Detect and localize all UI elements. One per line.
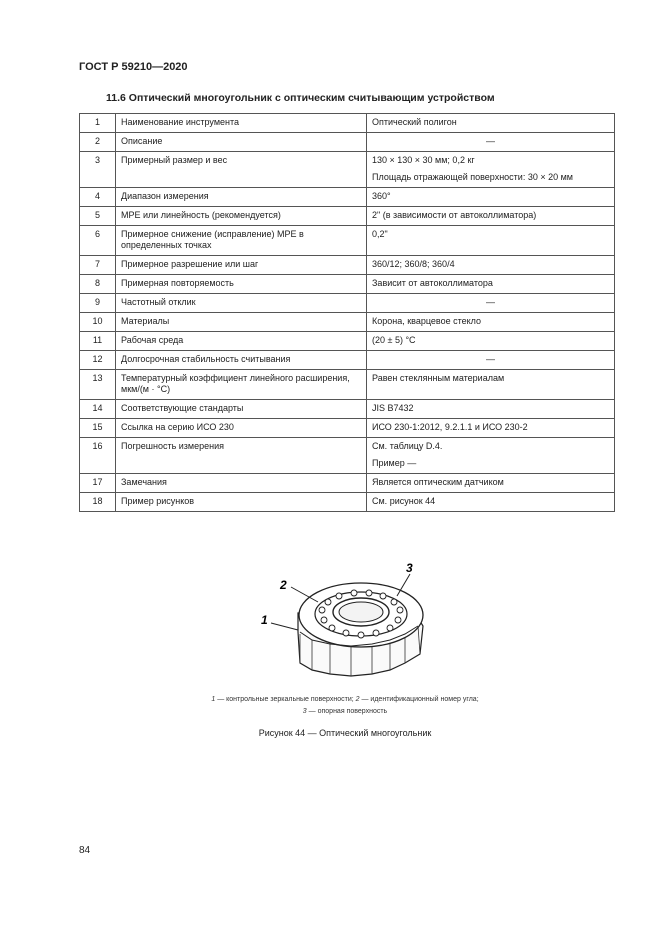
row-value (367, 474, 615, 493)
row-value-text: 130 × 130 × 30 мм; 0,2 кг (372, 155, 475, 165)
table-row (80, 133, 615, 152)
row-parameter: Замечания (116, 474, 367, 493)
row-number: 4 (80, 188, 116, 207)
row-value-text: 0,2" (372, 229, 388, 239)
row-value (367, 133, 615, 152)
callout-2: 2 (280, 578, 287, 592)
row-value-text: 360° (372, 191, 391, 201)
legend-num-1: 1 (211, 696, 216, 703)
row-value-text: Корона, кварцевое стекло (372, 316, 482, 326)
legend-text-1: — контрольные зеркальные поверхности; (215, 696, 356, 703)
row-parameter: Описание (116, 133, 367, 152)
row-number: 17 (80, 474, 116, 493)
row-value (367, 256, 615, 275)
row-value-text: JIS B7432 (372, 403, 414, 413)
row-value-text: Равен стеклянным материалам (372, 373, 505, 383)
table-row (80, 152, 615, 188)
row-value (367, 400, 615, 419)
table-row (80, 474, 615, 493)
row-number: 10 (80, 313, 116, 332)
table-row (80, 256, 615, 275)
row-number: 13 (80, 370, 116, 400)
row-value-text: Является оптическим датчиком (372, 477, 504, 487)
row-parameter: Примерная повторяемость (116, 275, 367, 294)
bore (339, 602, 383, 622)
row-value (367, 226, 615, 256)
row-value-text: См. таблицу D.4. (372, 441, 443, 451)
row-value-text: 360/12; 360/8; 360/4 (372, 259, 455, 269)
row-parameter: Частотный отклик (116, 294, 367, 313)
row-number: 14 (80, 400, 116, 419)
row-number: 3 (80, 152, 116, 188)
row-parameter: Материалы (116, 313, 367, 332)
table-row (80, 114, 615, 133)
figure-caption: Рисунок 44 — Оптический многоугольник (258, 728, 432, 738)
row-parameter: MPE или линейность (рекомендуется) (116, 207, 367, 226)
row-parameter: Примерное снижение (исправление) MPE в определенных точках (116, 226, 367, 256)
row-value (367, 351, 615, 370)
row-number: 12 (80, 351, 116, 370)
row-value (367, 313, 615, 332)
row-value-text: См. рисунок 44 (372, 496, 436, 506)
polygon-figure (255, 560, 430, 690)
row-number: 18 (80, 493, 116, 512)
row-number: 9 (80, 294, 116, 313)
row-value (367, 438, 615, 474)
row-parameter: Диапазон измерения (116, 188, 367, 207)
table-row (80, 400, 615, 419)
table-row (80, 313, 615, 332)
legend-text-3: — опорная поверхность (306, 708, 388, 715)
row-value-text: — (486, 297, 495, 307)
legend-num-3: 3 (302, 708, 307, 715)
row-parameter: Примерное разрешение или шаг (116, 256, 367, 275)
legend-num-2: 2 (355, 696, 360, 703)
row-value (367, 370, 615, 400)
page-number: 84 (79, 845, 91, 856)
row-value (367, 493, 615, 512)
row-value-text: Оптический полигон (372, 117, 457, 127)
spec-table (79, 113, 615, 512)
row-number: 6 (80, 226, 116, 256)
table-row (80, 332, 615, 351)
row-value (367, 294, 615, 313)
document-code: ГОСТ Р 59210—2020 (79, 61, 188, 73)
row-number: 5 (80, 207, 116, 226)
row-parameter: Примерный размер и вес (116, 152, 367, 188)
callout-1: 1 (261, 613, 268, 627)
row-number: 1 (80, 114, 116, 133)
row-value (367, 152, 615, 188)
row-parameter: Рабочая среда (116, 332, 367, 351)
row-value-extra: Площадь отражающей поверхности: 30 × 20 мм (372, 172, 573, 182)
row-value-text: (20 ± 5) °С (372, 335, 416, 345)
row-number: 16 (80, 438, 116, 474)
callout-3: 3 (406, 561, 413, 575)
figure-legend (150, 694, 540, 718)
row-parameter: Пример рисунков (116, 493, 367, 512)
table-row (80, 370, 615, 400)
row-parameter: Погрешность измерения (116, 438, 367, 474)
row-number: 7 (80, 256, 116, 275)
table-row (80, 438, 615, 474)
table-row (80, 351, 615, 370)
row-number: 8 (80, 275, 116, 294)
row-value-text: 2" (в зависимости от автоколлиматора) (372, 210, 537, 220)
row-value (367, 207, 615, 226)
table-row (80, 207, 615, 226)
row-value (367, 188, 615, 207)
row-number: 15 (80, 419, 116, 438)
table-row (80, 226, 615, 256)
table-row (80, 493, 615, 512)
row-value (367, 419, 615, 438)
table-row (80, 419, 615, 438)
row-parameter: Ссылка на серию ИСО 230 (116, 419, 367, 438)
row-value (367, 275, 615, 294)
row-parameter: Температурный коэффициент линейного расширения, мкм/(м · °С) (116, 370, 367, 400)
row-number: 2 (80, 133, 116, 152)
row-parameter: Соответствующие стандарты (116, 400, 367, 419)
row-value-text: — (486, 136, 495, 146)
table-row (80, 275, 615, 294)
row-value (367, 332, 615, 351)
row-value-text: — (486, 354, 495, 364)
table-row (80, 294, 615, 313)
legend-text-2: — идентификационный номер угла; (359, 696, 479, 703)
row-value (367, 114, 615, 133)
row-parameter: Наименование инструмента (116, 114, 367, 133)
row-value-extra: Пример — (372, 458, 417, 468)
section-title: 11.6 Оптический многоугольник с оптическим считывающим устройством (106, 92, 495, 104)
table-row (80, 188, 615, 207)
row-parameter: Долгосрочная стабильность считывания (116, 351, 367, 370)
row-value-text: Зависит от автоколлиматора (372, 278, 493, 288)
row-number: 11 (80, 332, 116, 351)
row-value-text: ИСО 230-1:2012, 9.2.1.1 и ИСО 230-2 (372, 422, 528, 432)
